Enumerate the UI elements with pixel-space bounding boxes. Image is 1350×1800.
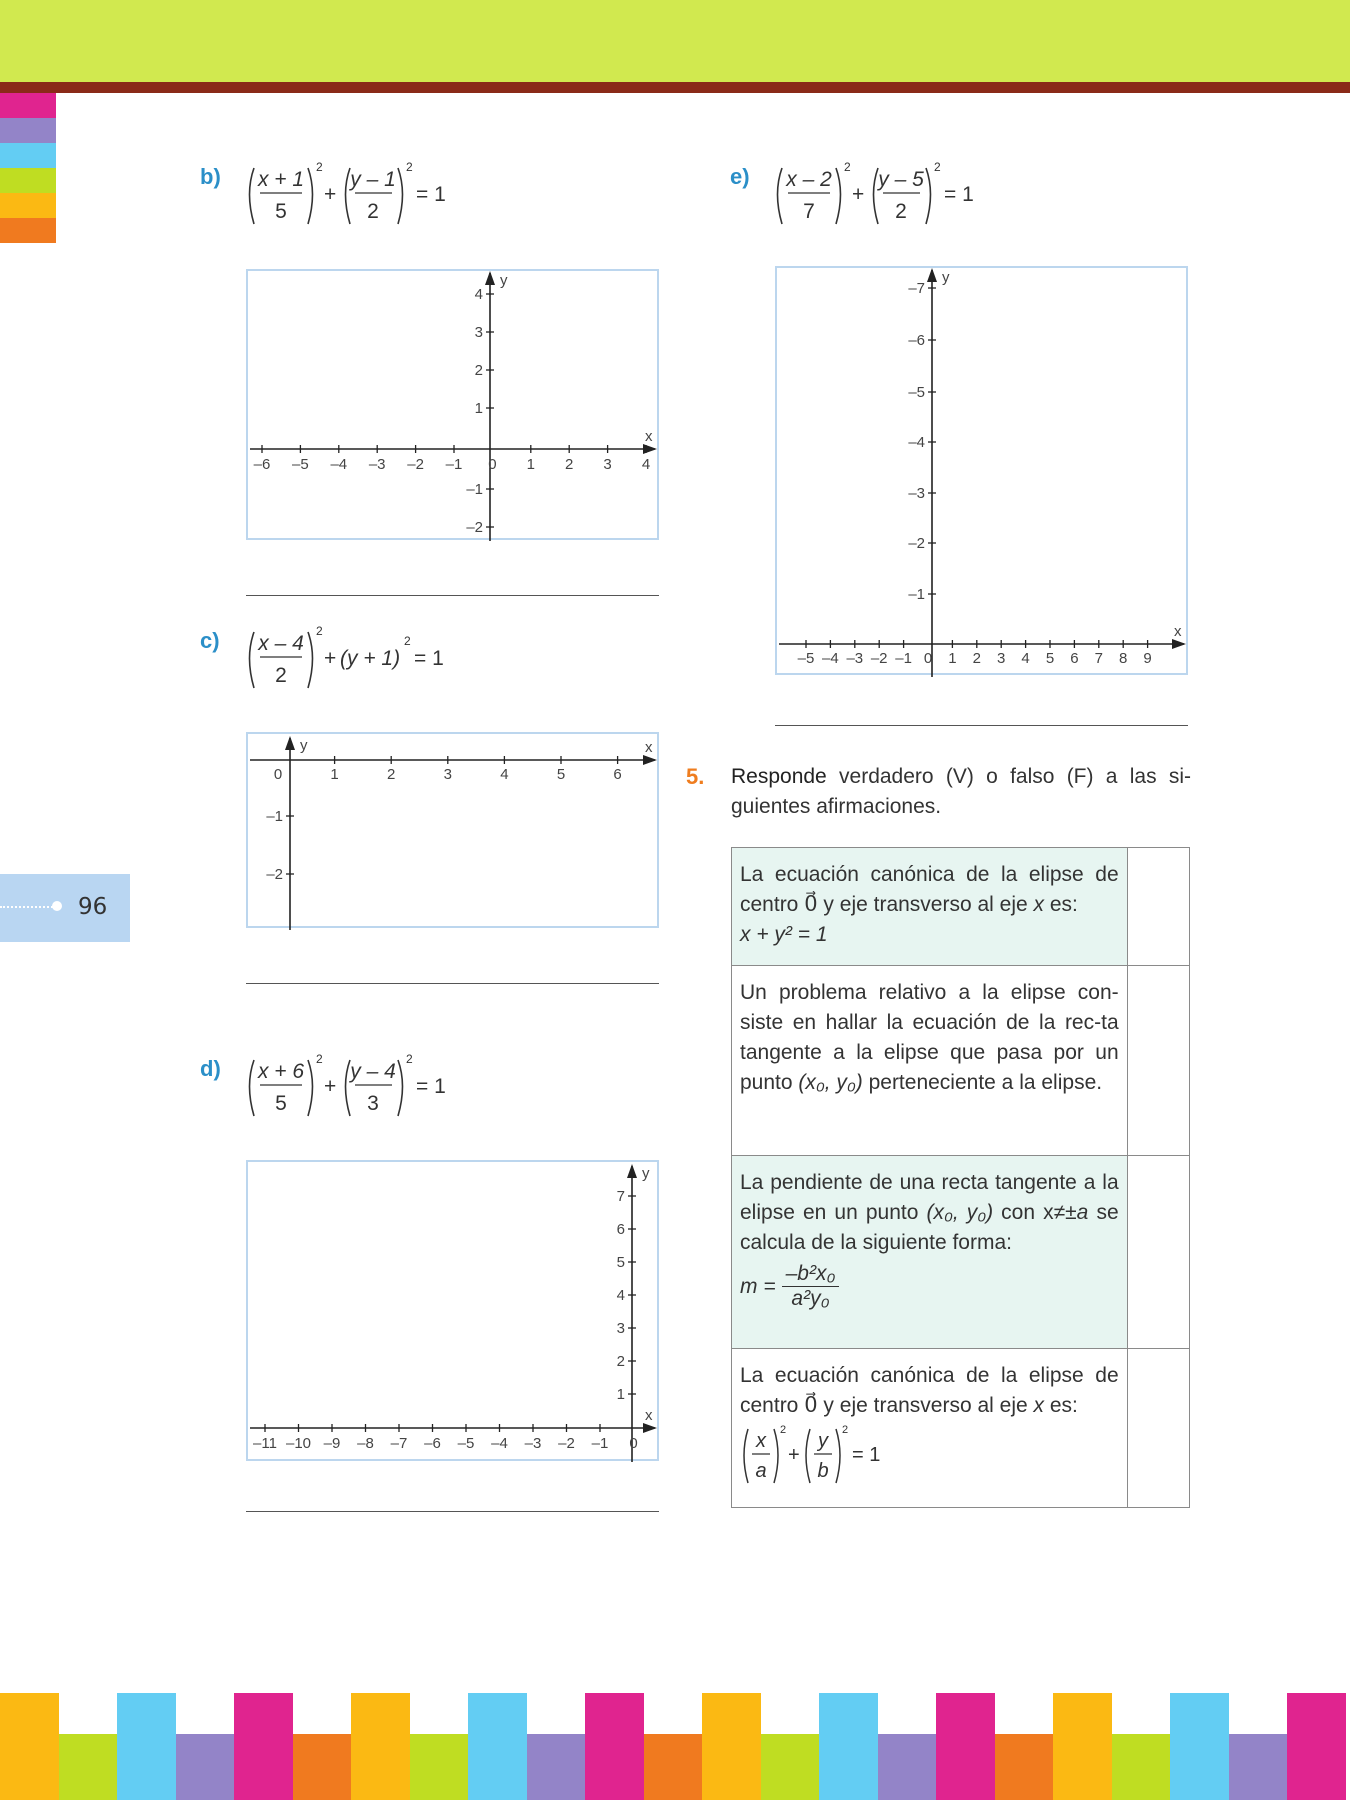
statement-2-text-a: Un problema relativo a la elipse con-siste en hallar la ecuación de la rec-ta tangente a la elipse que pasa por un punto [740, 981, 1119, 1094]
footer-bar [468, 1693, 527, 1800]
x-tick-label: –10 [285, 1435, 312, 1452]
x-tick-label: 0 [629, 1435, 638, 1452]
y-tick-label: 2 [616, 1353, 625, 1370]
footer-bar [995, 1734, 1054, 1800]
eq-e-num2: y – 5 [878, 168, 924, 191]
footer-bar [761, 1734, 820, 1800]
x-tick-label: 4 [1021, 650, 1030, 667]
answer-line-d [246, 1511, 659, 1512]
y-tick-label: 2 [474, 362, 483, 379]
x-tick-label: 1 [526, 456, 535, 473]
eq-c-num1: x – 4 [258, 632, 304, 655]
eq-b-exp1: 2 [316, 160, 323, 174]
y-axis-arrow [485, 271, 495, 285]
statement-2-point: (x₀, y₀) [798, 1071, 863, 1094]
x-tick-label: 2 [972, 650, 981, 667]
x-axis-arrow [643, 444, 657, 454]
statement-1-text-a: La ecuación canónica de la elipse de centro [740, 863, 1119, 916]
x-axis-label: x [1174, 623, 1182, 640]
x-tick-label: 1 [948, 650, 957, 667]
footer-bar [819, 1693, 878, 1800]
answer-cell-3[interactable] [1127, 1156, 1189, 1349]
y-tick-label: 4 [616, 1287, 625, 1304]
graph-c[interactable] [246, 732, 659, 928]
eq-e-den2: 2 [895, 200, 907, 223]
f4-exp1: 2 [780, 1424, 787, 1436]
eq-b-num2: y – 1 [350, 168, 396, 191]
question-5-prompt [731, 762, 1191, 822]
x-tick-label: –2 [407, 456, 424, 473]
y-tick-label: 5 [616, 1254, 625, 1271]
y-axis-arrow [285, 736, 295, 750]
eq-d-num2: y – 4 [350, 1060, 396, 1083]
y-axis-label: y [642, 1165, 650, 1182]
question-5-number: 5. [686, 764, 705, 789]
eq-e-plus: + [852, 183, 865, 206]
y-tick-label: –7 [908, 280, 925, 297]
x-tick-label: –4 [822, 650, 839, 667]
color-tab [0, 218, 56, 243]
statement-2 [732, 966, 1128, 1156]
x-tick-label: –6 [424, 1435, 441, 1452]
answer-cell-2[interactable] [1127, 966, 1189, 1156]
x-tick-label: 6 [613, 766, 622, 783]
eq-b-rhs: = 1 [416, 183, 446, 206]
x-tick-label: 3 [997, 650, 1006, 667]
x-tick-label: –5 [457, 1435, 475, 1452]
y-axis-label: y [300, 737, 308, 754]
y-tick-label: –3 [908, 485, 925, 502]
statement-1-text-b: y eje transverso al eje [817, 893, 1034, 916]
x-tick-label: 8 [1119, 650, 1128, 667]
x-tick-label: 4 [641, 456, 651, 473]
x-axis-label: x [645, 428, 653, 445]
x-tick-label: –3 [846, 650, 864, 667]
eq-b-den1: 5 [275, 200, 287, 223]
footer-bar [176, 1734, 235, 1800]
eq-d-exp1: 2 [316, 1052, 323, 1066]
page-dotted-line [0, 906, 56, 908]
x-tick-label: –5 [292, 456, 309, 473]
header-band [0, 0, 1350, 82]
exercise-b-label: b) [200, 164, 221, 189]
formula-lhs: m = [740, 1274, 776, 1298]
x-axis-label: x [645, 1407, 653, 1424]
footer-bar [59, 1734, 118, 1800]
statement-3-point: (x₀, y₀) [926, 1201, 994, 1224]
eq-e-exp2: 2 [934, 160, 941, 174]
statement-1 [732, 848, 1128, 966]
answer-line-b [246, 595, 659, 596]
y-tick-label: –1 [466, 481, 483, 498]
statement-1-formula: x + y² = 1 [740, 923, 828, 946]
formula-denominator: a²y₀ [791, 1287, 830, 1310]
true-false-table [731, 847, 1190, 1508]
y-tick-label: 6 [616, 1221, 625, 1238]
footer-bar [527, 1734, 586, 1800]
statement-4-center-vector: 0⃗ [804, 1394, 818, 1417]
x-tick-label: 5 [1045, 650, 1055, 667]
footer-bar [1229, 1734, 1288, 1800]
x-axis-arrow [1172, 639, 1186, 649]
exercise-e-equation [772, 156, 992, 234]
x-tick-label: –1 [591, 1435, 609, 1452]
statement-4-text-c: es: [1044, 1394, 1078, 1417]
answer-cell-4[interactable] [1127, 1349, 1189, 1508]
statement-4-axis: x [1033, 1394, 1045, 1417]
f4-exp2: 2 [842, 1424, 849, 1436]
x-tick-label: –5 [797, 650, 815, 667]
x-tick-label: 5 [556, 766, 566, 783]
page-number: 96 [78, 894, 108, 920]
x-tick-label: 0 [273, 766, 283, 783]
exercise-c-equation [244, 620, 464, 698]
footer-bar [1287, 1693, 1346, 1800]
f4-rhs: = 1 [852, 1444, 881, 1466]
x-tick-label: –3 [368, 456, 386, 473]
x-tick-label: 3 [443, 766, 452, 783]
answer-line-c [246, 983, 659, 984]
formula-numerator: –b²x₀ [782, 1262, 840, 1287]
eq-c-exp1: 2 [316, 624, 323, 638]
footer-bar [644, 1734, 703, 1800]
y-tick-label: 7 [616, 1188, 625, 1205]
y-axis-label: y [942, 269, 950, 286]
statement-4-formula [740, 1423, 1119, 1496]
eq-b-exp2: 2 [406, 160, 413, 174]
f4-num1: x [756, 1430, 766, 1452]
statement-3-formula [740, 1262, 1119, 1311]
y-tick-label: 4 [474, 286, 483, 303]
x-tick-label: –1 [895, 650, 912, 667]
y-tick-label: –6 [908, 332, 925, 349]
footer-bar [351, 1693, 410, 1800]
eq-d-rhs: = 1 [416, 1075, 446, 1098]
x-tick-label: 2 [387, 766, 396, 783]
eq-d-plus: + [324, 1075, 337, 1098]
y-axis-arrow [627, 1164, 637, 1178]
x-tick-label: –4 [330, 456, 348, 473]
footer-color-bars [0, 1693, 1350, 1800]
footer-bar [293, 1734, 352, 1800]
eq-e-exp1: 2 [844, 160, 851, 174]
eq-d-den1: 5 [275, 1092, 287, 1115]
x-tick-label: –11 [253, 1435, 277, 1452]
y-tick-label: –2 [266, 866, 283, 883]
y-tick-label: 1 [474, 400, 483, 417]
f4-den2: b [817, 1460, 829, 1482]
eq-d-exp2: 2 [406, 1052, 413, 1066]
graph-b[interactable] [246, 269, 659, 540]
y-tick-label: 3 [474, 324, 483, 341]
f4-plus: + [788, 1444, 800, 1466]
footer-bar [234, 1693, 293, 1800]
exercise-d-equation [244, 1048, 464, 1126]
eq-e-den1: 7 [803, 200, 815, 223]
x-tick-label: –2 [870, 650, 888, 667]
y-tick-label: –1 [266, 808, 283, 825]
eq-b-plus: + [324, 183, 337, 206]
x-tick-label: 3 [603, 456, 612, 473]
x-tick-label: 4 [500, 766, 509, 783]
color-tab [0, 193, 56, 218]
x-axis-arrow [643, 1423, 657, 1433]
y-tick-label: 3 [616, 1320, 625, 1337]
statement-4-text-b: y eje transverso al eje [817, 1394, 1034, 1417]
exercise-d-label: d) [200, 1056, 221, 1081]
footer-bar [585, 1693, 644, 1800]
y-axis-label: y [500, 272, 508, 289]
footer-bar [0, 1693, 59, 1800]
formula-fraction [782, 1262, 840, 1311]
x-tick-label: 0 [923, 650, 933, 667]
f4-num2: y [818, 1430, 828, 1452]
footer-bar [1053, 1693, 1112, 1800]
statement-1-axis: x [1033, 893, 1045, 916]
x-tick-label: –7 [390, 1435, 408, 1452]
eq-c-term2: (y + 1) [340, 647, 401, 670]
x-tick-label: 1 [330, 766, 339, 783]
statement-4-text-a: La ecuación canónica de la elipse de centro [740, 1364, 1119, 1417]
x-axis-label: x [645, 739, 653, 756]
x-tick-label: –1 [445, 456, 463, 473]
statement-2-text-b: perteneciente a la elipse. [862, 1071, 1103, 1094]
graph-e[interactable] [775, 266, 1188, 675]
footer-bar [1170, 1693, 1229, 1800]
y-tick-label: –1 [908, 586, 925, 603]
page-number-box [0, 874, 130, 942]
x-tick-label: 0 [488, 456, 497, 473]
exercise-c-label: c) [200, 628, 220, 653]
y-tick-label: –5 [908, 384, 925, 401]
side-color-tabs [0, 93, 56, 243]
footer-bar [702, 1693, 761, 1800]
answer-line-e [775, 725, 1188, 726]
question-5-lead: Responde [731, 765, 827, 788]
x-tick-label: –9 [323, 1435, 341, 1452]
eq-e-rhs: = 1 [944, 183, 974, 206]
x-tick-label: 9 [1143, 650, 1152, 667]
footer-bar [936, 1693, 995, 1800]
eq-c-plus: + [324, 647, 337, 670]
f4-den1: a [755, 1460, 767, 1482]
x-tick-label: –2 [558, 1435, 575, 1452]
answer-cell-1[interactable] [1127, 848, 1189, 966]
eq-e-num1: x – 2 [786, 168, 832, 191]
color-tab [0, 118, 56, 143]
statement-row [732, 1349, 1190, 1508]
y-tick-label: –4 [908, 434, 925, 451]
statement-3-text-c: se calcula de la siguiente forma: [740, 1201, 1119, 1254]
eq-c-exp2: 2 [404, 634, 411, 648]
color-tab [0, 93, 56, 118]
footer-bar [410, 1734, 469, 1800]
header-rule [0, 82, 1350, 93]
eq-b-den2: 2 [367, 200, 379, 223]
statement-1-center-vector: 0⃗ [804, 893, 818, 916]
statement-3-text-a: La pendiente de una recta tangente a la elipse en un punto [740, 1171, 1119, 1224]
y-axis-arrow [927, 268, 937, 282]
x-tick-label: 6 [1070, 650, 1079, 667]
statement-1-text-c: es: [1044, 893, 1078, 916]
statement-row [732, 848, 1190, 966]
footer-bar [878, 1734, 937, 1800]
eq-c-den1: 2 [275, 664, 287, 687]
eq-c-rhs: = 1 [414, 647, 444, 670]
x-tick-label: –6 [253, 456, 271, 473]
x-tick-label: 2 [565, 456, 574, 473]
statement-3-text-b: con x≠± [993, 1201, 1077, 1224]
eq-b-num1: x + 1 [257, 168, 305, 191]
question-5-text: verdadero (V) o falso (F) a las si-guientes afirmaciones. [731, 765, 1191, 818]
eq-d-num1: x + 6 [257, 1060, 305, 1083]
statement-row [732, 966, 1190, 1156]
exercise-e-label: e) [730, 164, 750, 189]
statement-3-a: a [1076, 1201, 1089, 1224]
statement-row [732, 1156, 1190, 1349]
x-tick-label: 7 [1094, 650, 1103, 667]
x-axis-arrow [643, 755, 657, 765]
graph-d[interactable] [246, 1160, 659, 1461]
x-tick-label: –8 [357, 1435, 374, 1452]
x-tick-label: –3 [524, 1435, 542, 1452]
footer-bar [1112, 1734, 1171, 1800]
exercise-b-equation [244, 156, 464, 234]
eq-d-den2: 3 [367, 1092, 379, 1115]
y-tick-label: –2 [466, 519, 483, 536]
y-tick-label: –2 [908, 535, 925, 552]
y-tick-label: 1 [616, 1386, 625, 1403]
page-dot [52, 901, 62, 911]
color-tab [0, 168, 56, 193]
statement-3 [732, 1156, 1128, 1349]
color-tab [0, 143, 56, 168]
x-tick-label: –4 [491, 1435, 508, 1452]
footer-bar [117, 1693, 176, 1800]
statement-4 [732, 1349, 1128, 1508]
